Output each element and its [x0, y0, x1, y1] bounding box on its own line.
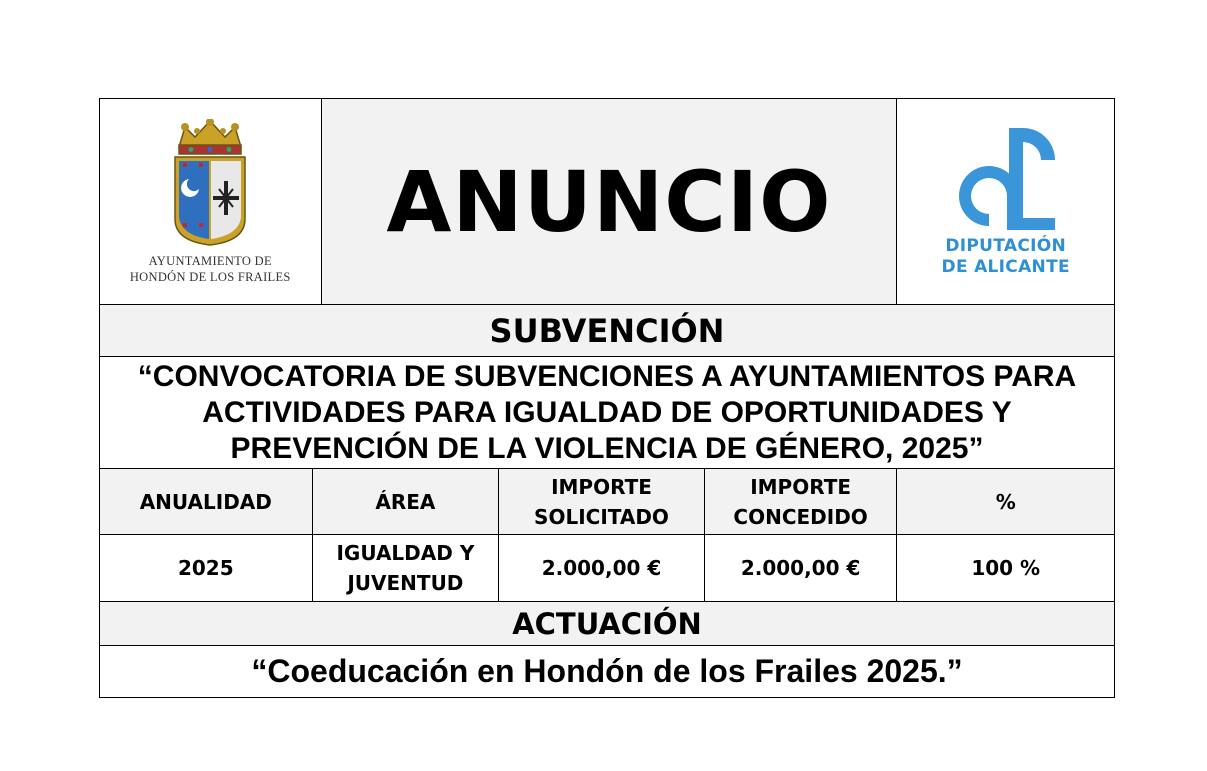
subvencion-label: SUBVENCIÓN [100, 305, 1114, 356]
title-cell [321, 99, 897, 304]
convocatoria-text: “CONVOCATORIA DE SUBVENCIONES A AYUNTAMIENTOS PARA ACTIVIDADES PARA IGUALDAD DE OPORTUNIDADES Y PREVENCIÓN DE LA VIOLENCIA DE GÉNERO, 2025” [137, 359, 1077, 465]
ayuntamiento-line-1: AYUNTAMIENTO DE [148, 253, 272, 268]
header-area: ÁREA [312, 469, 499, 534]
ayuntamiento-name [130, 253, 291, 285]
header-anualidad: ANUALIDAD [139, 489, 272, 514]
cell-importe-solicitado: 2.000,00 € [498, 535, 704, 601]
table-row [99, 534, 1115, 601]
header-row [99, 98, 1115, 304]
diputacion-logo [896, 99, 1114, 304]
subvencion-row [99, 304, 1115, 356]
diputacion-name [942, 236, 1070, 278]
cell-anualidad: 2025 [177, 556, 234, 580]
actuacion-title-row [99, 645, 1115, 698]
header-importe-solicitado: IMPORTE SOLICITADO [498, 469, 704, 534]
header-percent: % [896, 469, 1114, 534]
coat-of-arms-icon [169, 119, 251, 247]
actuacion-title: “Coeducación en Hondón de los Frailes 2025.” [251, 653, 963, 689]
announcement-document [99, 98, 1115, 698]
page-title: ANUNCIO [386, 152, 832, 251]
ayuntamiento-logo [100, 99, 321, 304]
cell-importe-concedido: 2.000,00 € [704, 535, 897, 601]
table-header-row [99, 468, 1115, 534]
diputacion-line-1: DIPUTACIÓN [945, 235, 1067, 256]
ayuntamiento-line-2: HONDÓN DE LOS FRAILES [129, 269, 291, 284]
header-importe-concedido: IMPORTE CONCEDIDO [704, 469, 897, 534]
diputacion-a-logo-icon [951, 126, 1061, 234]
actuacion-row [99, 601, 1115, 645]
actuacion-label: ACTUACIÓN [100, 602, 1114, 645]
cell-percent: 100 % [896, 535, 1114, 601]
cell-area: IGUALDAD Y JUVENTUD [312, 535, 499, 601]
diputacion-line-2: DE ALICANTE [941, 256, 1070, 277]
convocatoria-row [99, 356, 1115, 468]
